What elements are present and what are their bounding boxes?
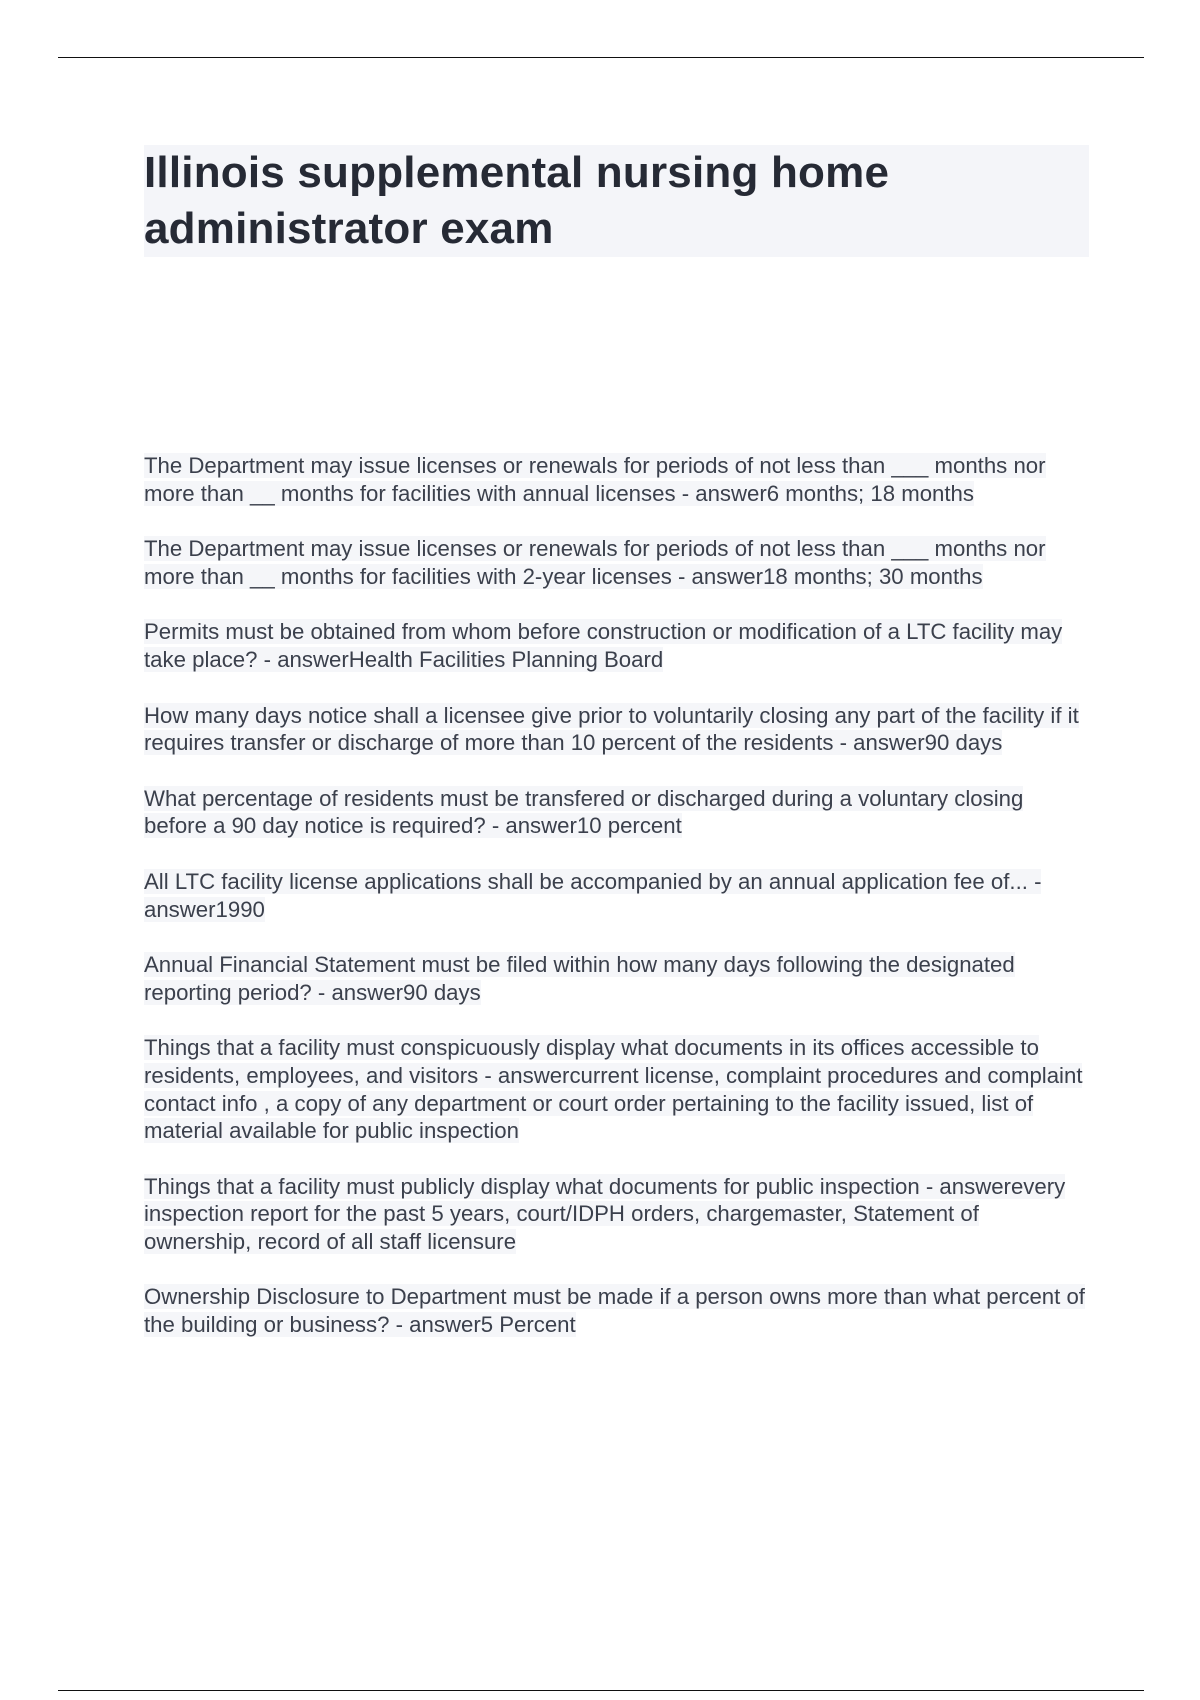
qa-item-text: What percentage of residents must be transfered or discharged during a voluntary closing before a 90 day notice is required? - answer10 percent: [144, 785, 1024, 839]
qa-item-text: Things that a facility must publicly display what documents for public inspection - answerevery inspection report for the past 5 years, court/IDPH orders, chargemaster, Statement of ownership, record of all staff licensure: [144, 1173, 1066, 1254]
qa-item-3: [144, 618, 1090, 673]
bottom-divider: [58, 1690, 1144, 1691]
qa-item-text: All LTC facility license applications shall be accompanied by an annual application fee of... - answer1990: [144, 868, 1042, 922]
qa-item-text: Ownership Disclosure to Department must be made if a person owns more than what percent of the building or business? - answer5 Percent: [144, 1284, 1085, 1338]
qa-item-8: [144, 1034, 1090, 1144]
title-block: [144, 145, 1089, 257]
qa-item-text: The Department may issue licenses or renewals for periods of not less than ___ months nor more than __ months for facilities with annual licenses - answer6 months; 18 months: [144, 453, 1046, 506]
qa-item-5: [144, 785, 1090, 840]
qa-item-text: Things that a facility must conspicuously display what documents in its offices accessible to residents, employees, and visitors - answercurrent license, complaint procedures and complaint contact info , a copy of any department or court order pertaining to the facility issued, list of material available for public inspection: [144, 1035, 1083, 1144]
qa-item-9: [144, 1173, 1090, 1256]
page-title: Illinois supplemental nursing home administrator exam: [144, 148, 890, 253]
qa-item-text: Permits must be obtained from whom before construction or modification of a LTC facility may take place? - answerHealth Facilities Planning Board: [144, 619, 1063, 672]
qa-item-7: [144, 951, 1090, 1006]
qa-item-4: [144, 702, 1090, 757]
top-divider: [58, 57, 1144, 58]
qa-item-2: [144, 535, 1090, 590]
qa-list: [144, 452, 1090, 1367]
qa-item-10: [144, 1283, 1090, 1338]
qa-item-text: The Department may issue licenses or renewals for periods of not less than ___ months nor more than __ months for facilities with 2-year licenses - answer18 months; 30 months: [144, 536, 1046, 589]
qa-item-6: [144, 868, 1090, 923]
qa-item-text: How many days notice shall a licensee give prior to voluntarily closing any part of the facility if it requires transfer or discharge of more than 10 percent of the residents - answer90 days: [144, 702, 1079, 756]
qa-item-1: [144, 452, 1090, 507]
qa-item-text: Annual Financial Statement must be filed within how many days following the designated reporting period? - answer90 days: [144, 952, 1015, 1005]
